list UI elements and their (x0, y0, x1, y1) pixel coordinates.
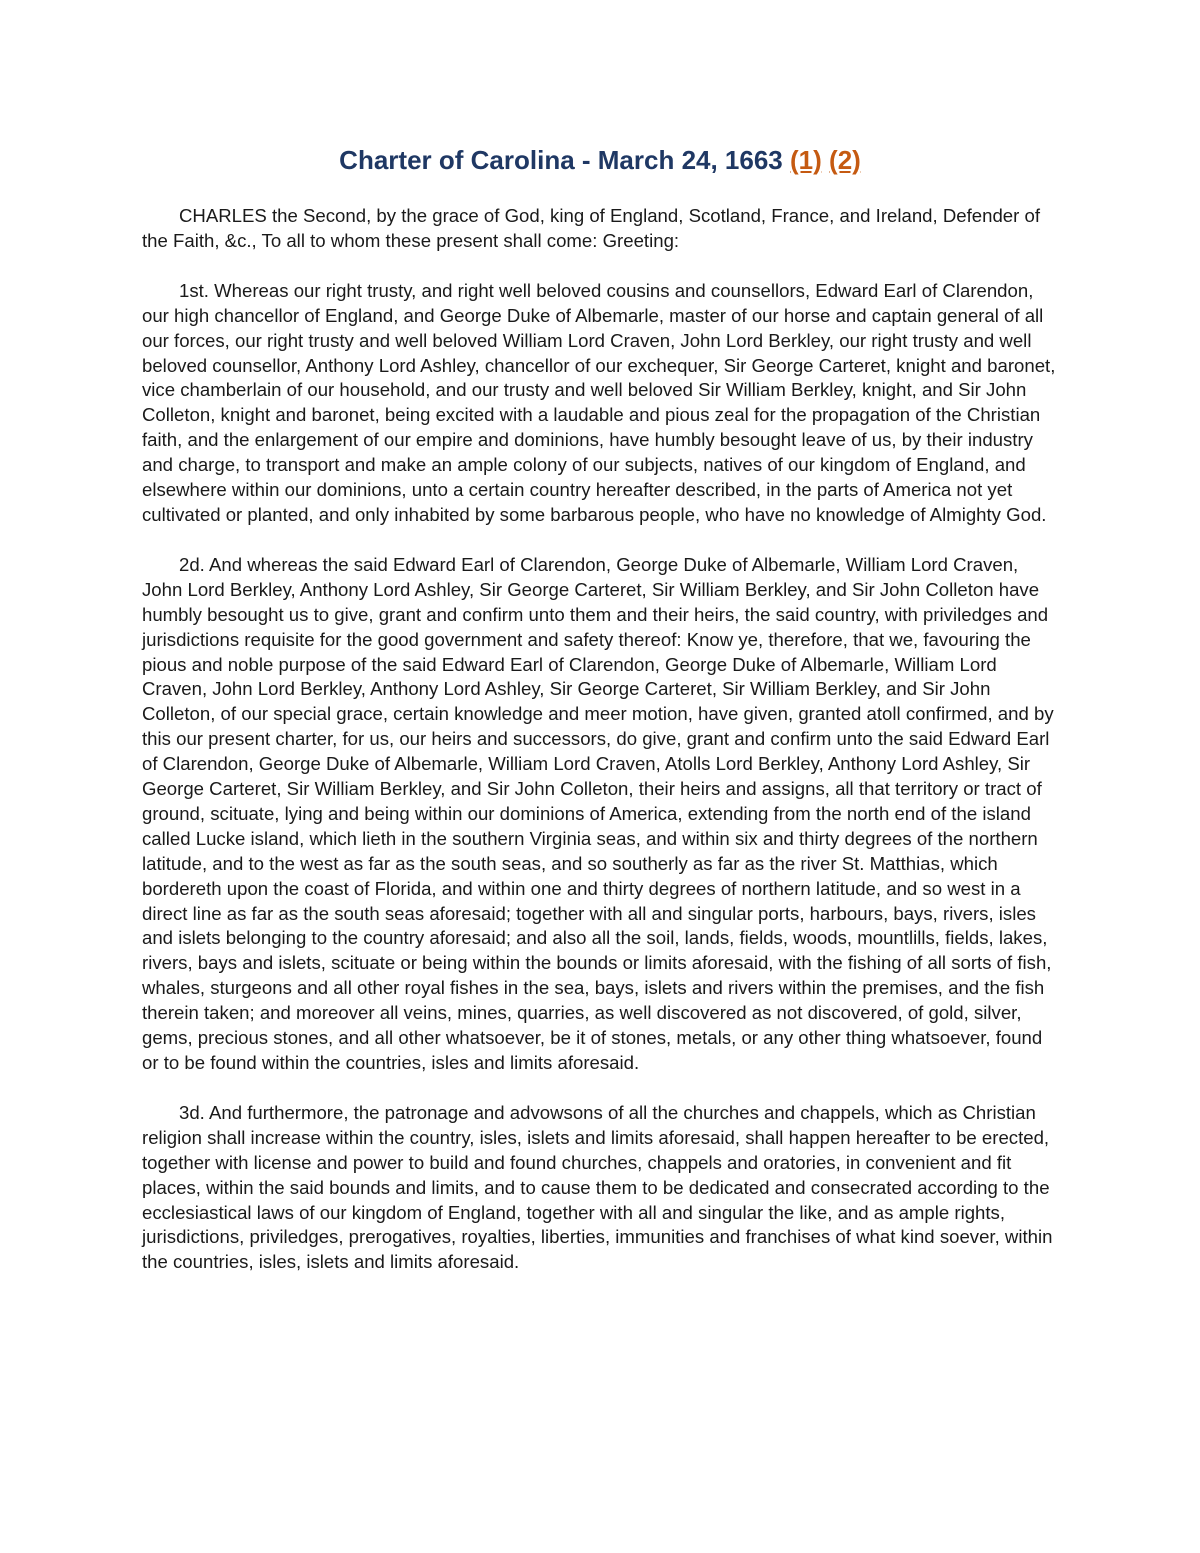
paragraph-third: 3d. And furthermore, the patronage and advowsons of all the churches and chappels, which as Christian religion shall increase within the country, isles, islets and limits aforesaid, shall happen hereafter to be erected, together with license and power to build and found churches, chappels and oratories, in convenient and fit places, within the said bounds and limits, and to cause them to be dedicated and consecrated according to the ecclesiastical laws of our kingdom of England, together with all and singular the like, and as ample rights, jurisdictions, priviledges, prerogatives, royalties, liberties, immunities and franchises of what kind soever, within the countries, isles, islets and limits aforesaid. (142, 1101, 1053, 1273)
paragraph-salutation: CHARLES the Second, by the grace of God, king of England, Scotland, France, and Ireland, Defender of the Faith, &c., To all to whom these present shall come: Greeting: (142, 205, 1040, 251)
page-title (0, 140, 1200, 180)
footnote-link-2[interactable]: (2) (829, 145, 861, 175)
title-text: Charter of Carolina - March 24, 1663 (339, 145, 783, 175)
paragraph-second: 2d. And whereas the said Edward Earl of Clarendon, George Duke of Albemarle, William Lord Craven, John Lord Berkley, Anthony Lord Ashley, Sir George Carteret, Sir William Berkley, and Sir John Colleton have humbly besought us to give, grant and confirm unto them and their heirs, the said country, with priviledges and jurisdictions requisite for the good government and safety thereof: Know ye, therefore, that we, favouring the pious and noble purpose of the said Edward Earl of Clarendon, George Duke of Albemarle, William Lord Craven, John Lord Berkley, Anthony Lord Ashley, Sir George Carteret, Sir William Berkley, and Sir John Colleton, of our special grace, certain knowledge and meer motion, have given, granted atoll confirmed, and by this our present charter, for us, our heirs and successors, do give, grant and confirm unto the said Edward Earl of Clarendon, George Duke of Albemarle, William Lord Craven, Atolls Lord Berkley, Anthony Lord Ashley, Sir George Carteret, Sir William Berkley, and Sir John Colleton, their heirs and assigns, all that territory or tract of ground, scituate, lying and being within our dominions of America, extending from the north end of the island called Lucke island, which lieth in the southern Virginia seas, and within six and thirty degrees of the northern latitude, and to the west as far as the south seas, and so southerly as far as the river St. Matthias, which bordereth upon the coast of Florida, and within one and thirty degrees of northern latitude, and so west in a direct line as far as the south seas aforesaid; together with all and singular ports, harbours, bays, rivers, isles and islets belonging to the country aforesaid; and also all the soil, lands, fields, woods, mountlills, fields, lakes, rivers, bays and islets, scituate or being within the bounds or limits aforesaid, with the fishing of all sorts of fish, whales, sturgeons and all other royal fishes in the sea, bays, islets and rivers within the premises, and the fish therein taken; and moreover all veins, mines, quarries, as well discovered as not discovered, of gold, silver, gems, precious stones, and all other whatsoever, be it of stones, metals, or any other thing whatsoever, found or to be found within the countries, isles and limits aforesaid. (142, 553, 1054, 1073)
paragraph-first: 1st. Whereas our right trusty, and right well beloved cousins and counsellors, Edward Earl of Clarendon, our high chancellor of England, and George Duke of Albemarle, master of our horse and captain general of all our forces, our right trusty and well beloved William Lord Craven, John Lord Berkley, our right trusty and well beloved counsellor, Anthony Lord Ashley, chancellor of our exchequer, Sir George Carteret, knight and baronet, vice chamberlain of our household, and our trusty and well beloved Sir William Berkley, knight, and Sir John Colleton, knight and baronet, being excited with a laudable and pious zeal for the propagation of the Christian faith, and the enlargement of our empire and dominions, have humbly besought leave of us, by their industry and charge, to transport and make an ample colony of our subjects, natives of our kingdom of England, and elsewhere within our dominions, unto a certain country hereafter described, in the parts of America not yet cultivated or planted, and only inhabited by some barbarous people, who have no knowledge of Almighty God. (142, 279, 1056, 525)
footnote-link-1[interactable]: (1) (790, 145, 822, 175)
document-body (142, 204, 1062, 1300)
